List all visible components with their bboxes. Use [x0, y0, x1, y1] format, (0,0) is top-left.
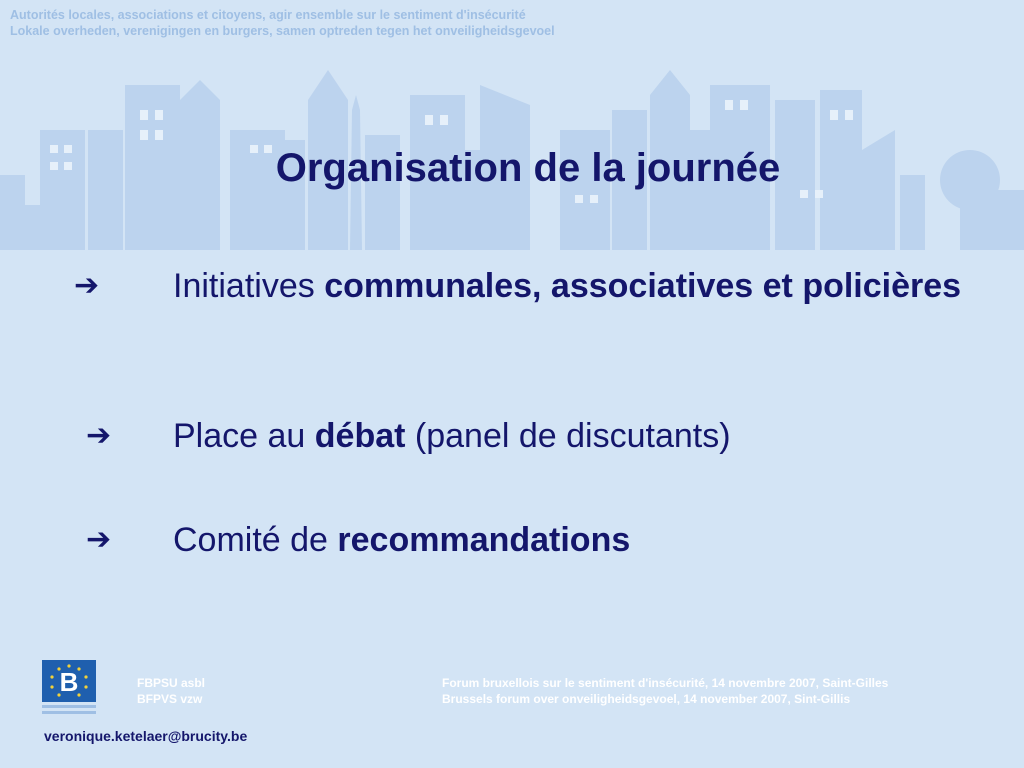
bullet-text: Place au — [173, 417, 315, 455]
header-line-fr: Autorités locales, associations et citoyens, agir ensemble sur le sentiment d'insécurité — [10, 8, 526, 22]
bullet-comite — [173, 520, 993, 560]
arrow-icon: ➔ — [86, 419, 112, 452]
logo-letter: B — [59, 667, 79, 697]
bullet-debat — [173, 416, 993, 456]
footer-event-fr: Forum bruxellois sur le sentiment d'insécurité, 14 novembre 2007, Saint-Gilles — [442, 676, 889, 690]
footer-org — [137, 675, 205, 707]
arrow-icon: ➔ — [86, 523, 112, 556]
header-line-nl: Lokale overheden, verenigingen en burgers, samen optreden tegen het onveiligheidsgevoel — [10, 24, 555, 38]
slide-title: Organisation de la journée — [275, 146, 781, 190]
bullet-bold-text: débat — [314, 417, 406, 455]
bullet-bold-text: communales, associatives et policières — [324, 267, 962, 305]
fbpsu-logo — [42, 660, 96, 716]
footer-event — [442, 675, 888, 707]
footer-event-nl: Brussels forum over onveiligheidsgevoel, 14 november 2007, Sint-Gillis — [442, 692, 851, 706]
bullet-initiatives — [173, 266, 973, 306]
bullet-text: Comité de — [173, 521, 338, 559]
bullet-text: Initiatives — [173, 267, 325, 305]
arrow-icon: ➔ — [74, 269, 100, 302]
header-text — [10, 7, 555, 39]
contact-email: veronique.ketelaer@brucity.be — [44, 728, 248, 744]
bullet-bold-text: recommandations — [337, 521, 631, 559]
footer-org-nl: BFPVS vzw — [137, 692, 203, 706]
footer-org-fr: FBPSU asbl — [137, 676, 206, 690]
bullet-text-suffix: (panel de discutants) — [405, 417, 731, 455]
